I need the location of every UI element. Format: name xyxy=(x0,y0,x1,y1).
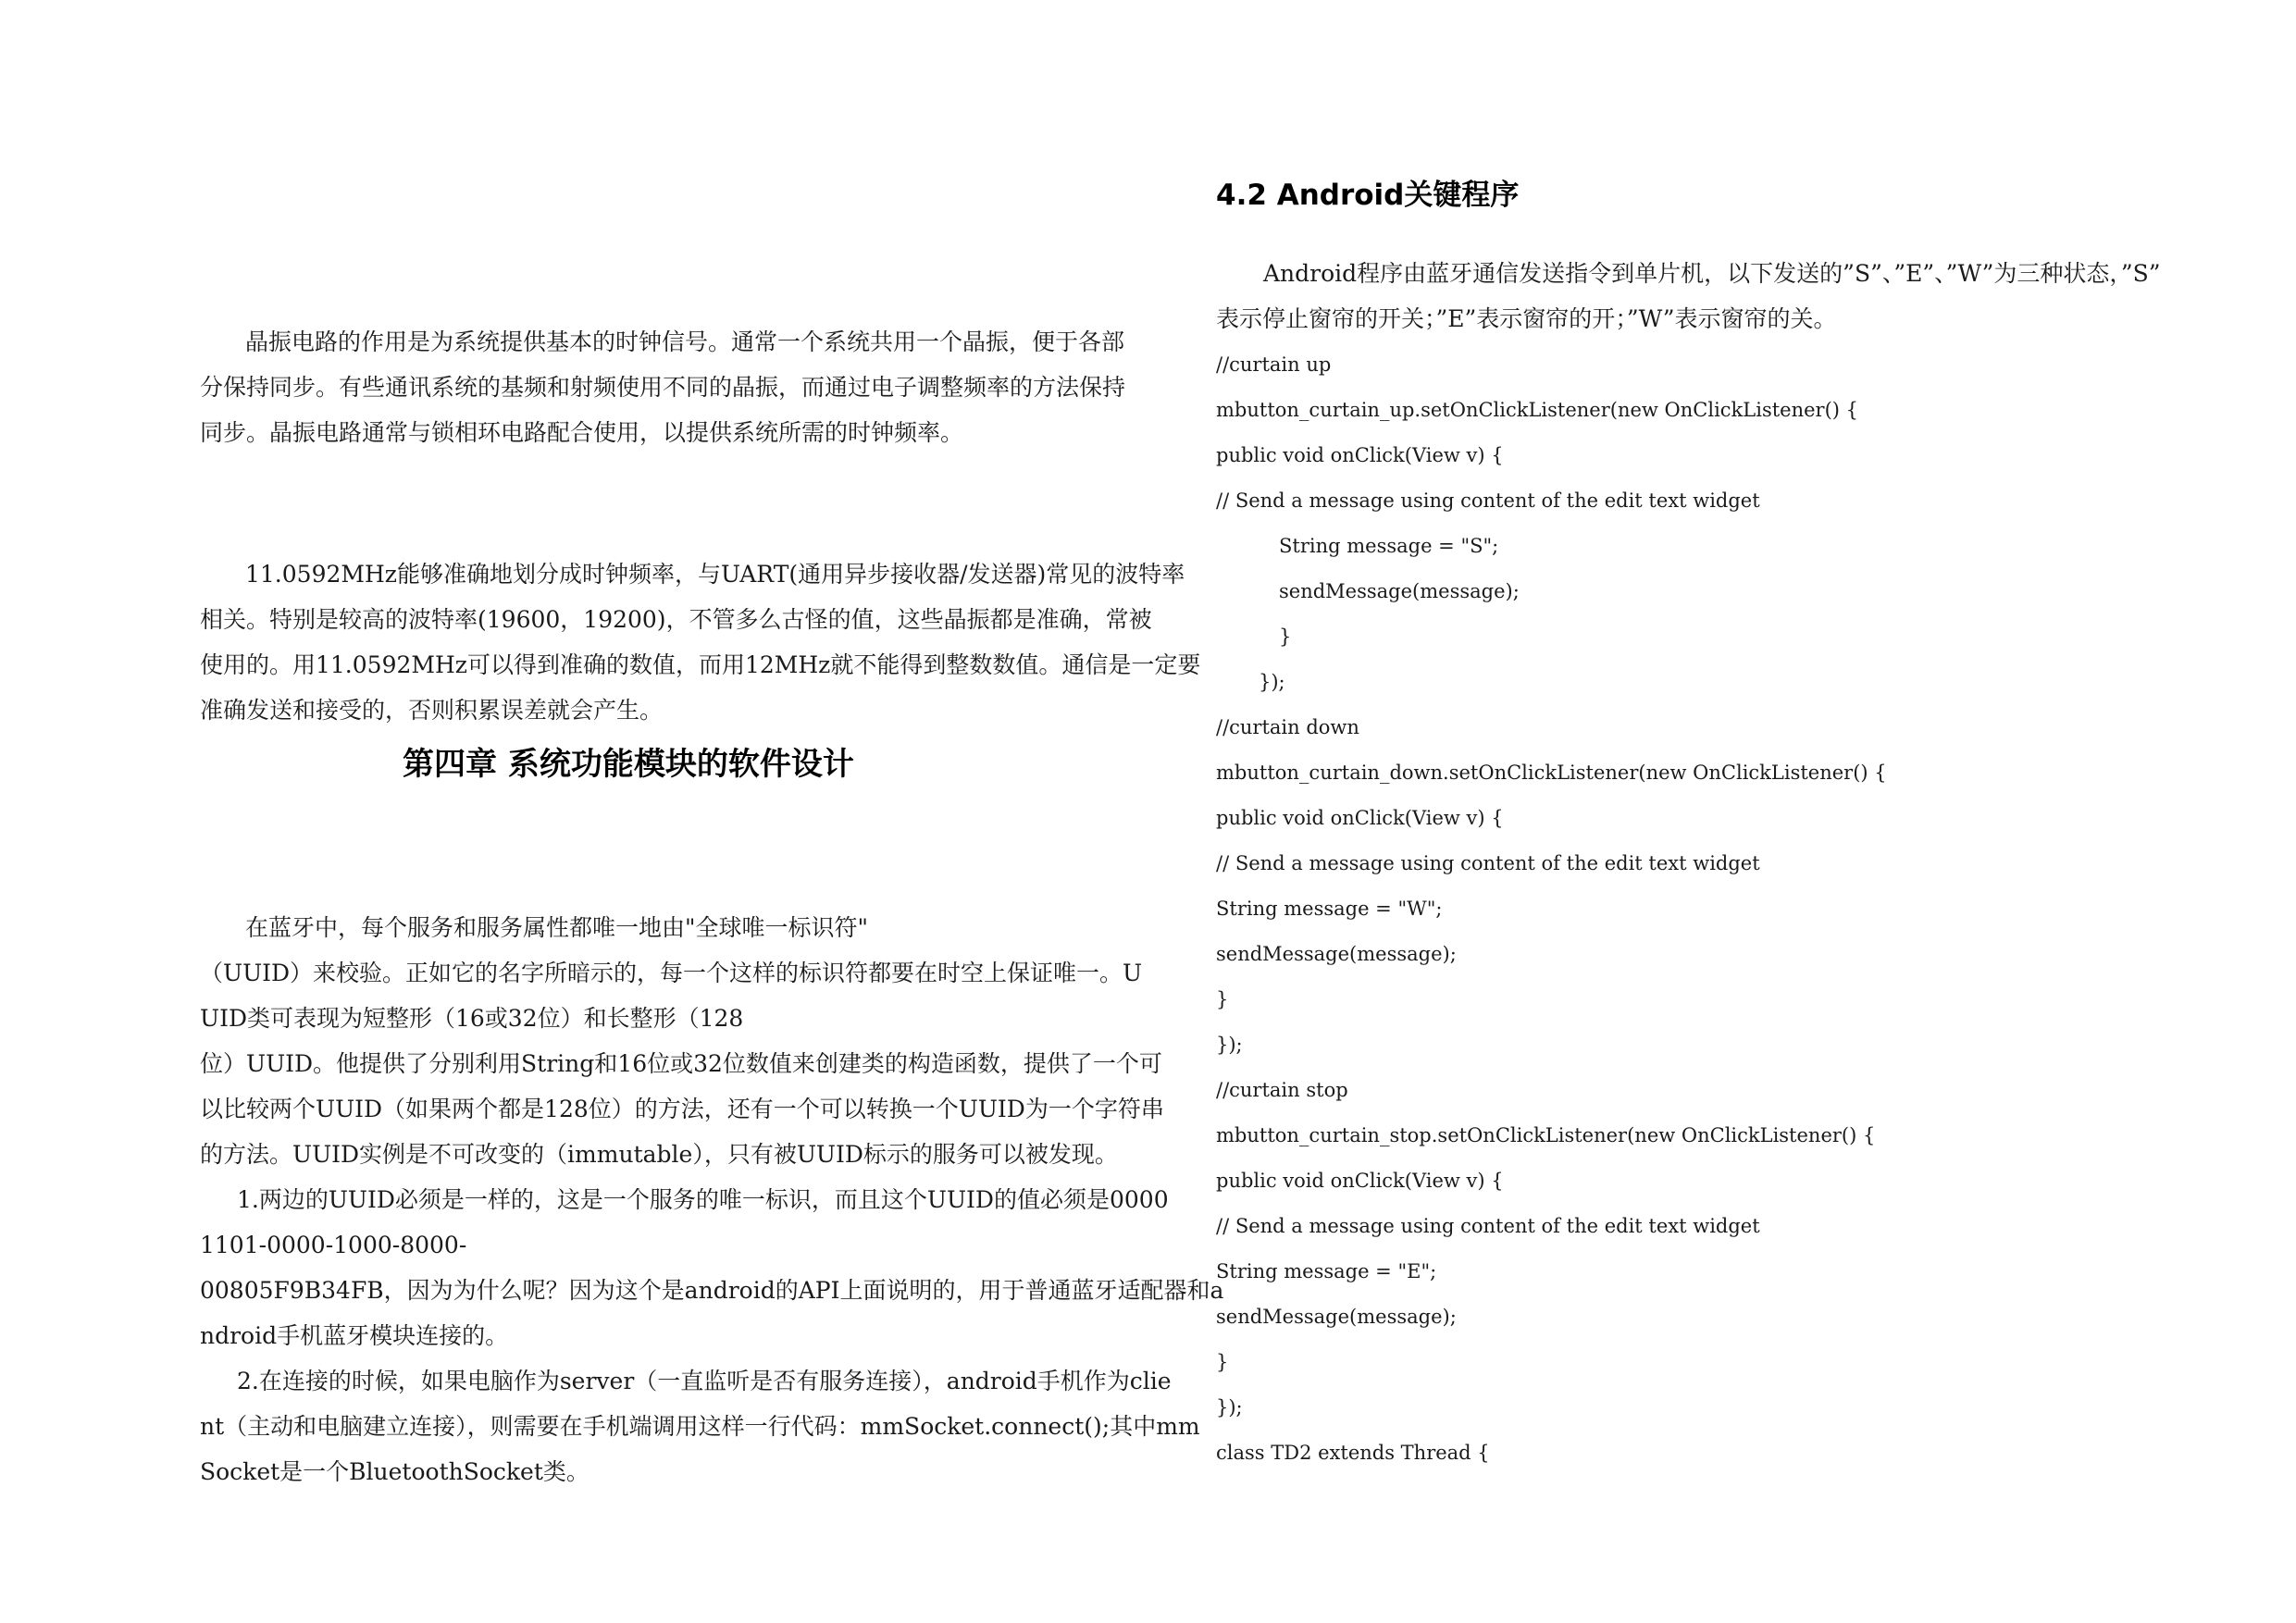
para3-line: 在蓝牙中，每个服务和服务属性都唯一地由"全球唯一标识符" xyxy=(245,914,869,941)
code-line: class TD2 extends Thread { xyxy=(1216,1442,1490,1464)
section-title: 4.2 Android关键程序 xyxy=(1216,179,1520,212)
para3-line: 1.两边的UUID必须是一样的，这是一个服务的唯一标识，而且这个UUID的值必须是0000 xyxy=(237,1186,1169,1213)
code-line: sendMessage(message); xyxy=(1216,943,1457,965)
para3-line: 2.在连接的时候，如果电脑作为server（一直监听是否有服务连接），android手机作为clie xyxy=(237,1368,1172,1394)
para2-line: 11.0592MHz能够准确地划分成时钟频率，与UART(通用异步接收器/发送器)常见的波特率 xyxy=(245,561,1185,588)
code-line: //curtain down xyxy=(1216,716,1359,738)
code-line: } xyxy=(1216,988,1229,1010)
para3-line: nt（主动和电脑建立连接），则需要在手机端调用这样一行代码：mmSocket.connect();其中mm xyxy=(200,1413,1200,1440)
para3-line: 位）UUID。他提供了分别利用String和16位或32位数值来创建类的构造函数，提供了一个可 xyxy=(200,1050,1162,1077)
para3-line: ndroid手机蓝牙模块连接的。 xyxy=(200,1322,509,1349)
code-line: String message = "E"; xyxy=(1216,1260,1437,1282)
code-line: public void onClick(View v) { xyxy=(1216,807,1504,829)
code-line: } xyxy=(1216,1351,1229,1373)
para3-line: （UUID）来校验。正如它的名字所暗示的，每一个这样的标识符都要在时空上保证唯一。U xyxy=(200,960,1143,986)
para1-line: 晶振电路的作用是为系统提供基本的时钟信号。通常一个系统共用一个晶振，便于各部 xyxy=(245,328,1125,355)
code-line: sendMessage(message); xyxy=(1279,580,1520,602)
code-line: }); xyxy=(1216,1396,1243,1419)
code-line: // Send a message using content of the edit text widget xyxy=(1216,1215,1760,1237)
para3-line: 的方法。UUID实例是不可改变的（immutable），只有被UUID标示的服务可以被发现。 xyxy=(200,1141,1118,1168)
para1-line: 分保持同步。有些通讯系统的基频和射频使用不同的晶振，而通过电子调整频率的方法保持 xyxy=(200,374,1126,401)
intro-line: 表示停止窗帘的开关；”E”表示窗帘的开；”W”表示窗帘的关。 xyxy=(1216,305,1837,332)
code-line: String message = "W"; xyxy=(1216,898,1443,920)
chapter-title: 第四章 系统功能模块的软件设计 xyxy=(403,746,854,783)
code-line: // Send a message using content of the edit text widget xyxy=(1216,489,1760,512)
para3-line: UID类可表现为短整形（16或32位）和长整形（128 xyxy=(200,1005,744,1032)
para3-line: 以比较两个UUID（如果两个都是128位）的方法，还有一个可以转换一个UUID为一个字符串 xyxy=(200,1096,1164,1122)
code-line: public void onClick(View v) { xyxy=(1216,1170,1504,1192)
code-line: //curtain stop xyxy=(1216,1079,1348,1101)
code-line: String message = "S"; xyxy=(1279,535,1499,557)
code-line: }); xyxy=(1216,1034,1243,1056)
para3-line: 1101-0000-1000-8000- xyxy=(200,1232,467,1258)
code-line: mbutton_curtain_down.setOnClickListener(new OnClickListener() { xyxy=(1216,762,1887,784)
code-line: sendMessage(message); xyxy=(1216,1306,1457,1328)
code-line: //curtain up xyxy=(1216,353,1332,376)
code-line: } xyxy=(1279,626,1292,648)
code-line: mbutton_curtain_stop.setOnClickListener(new OnClickListener() { xyxy=(1216,1124,1876,1146)
code-line: public void onClick(View v) { xyxy=(1216,444,1504,466)
para2-line: 准确发送和接受的，否则积累误差就会产生。 xyxy=(200,697,664,724)
intro-line: Android程序由蓝牙通信发送指令到单片机，以下发送的”S”、”E”、”W”为三种状态，”S” xyxy=(1263,260,2161,287)
code-line: }); xyxy=(1259,671,1285,693)
code-line: // Send a message using content of the edit text widget xyxy=(1216,852,1760,874)
para3-line: Socket是一个BluetoothSocket类。 xyxy=(200,1458,590,1485)
para1-line: 同步。晶振电路通常与锁相环电路配合使用，以提供系统所需的时钟频率。 xyxy=(200,419,964,446)
para3-line: 00805F9B34FB，因为为什么呢？因为这个是android的API上面说明的，用于普通蓝牙适配器和a xyxy=(200,1277,1224,1304)
para2-line: 相关。特别是较高的波特率(19600，19200)，不管多么古怪的值，这些晶振都是准确，常被 xyxy=(200,606,1152,633)
para2-line: 使用的。用11.0592MHz可以得到准确的数值，而用12MHz就不能得到整数数值。通信是一定要 xyxy=(200,651,1201,678)
code-line: mbutton_curtain_up.setOnClickListener(new OnClickListener() { xyxy=(1216,399,1859,421)
